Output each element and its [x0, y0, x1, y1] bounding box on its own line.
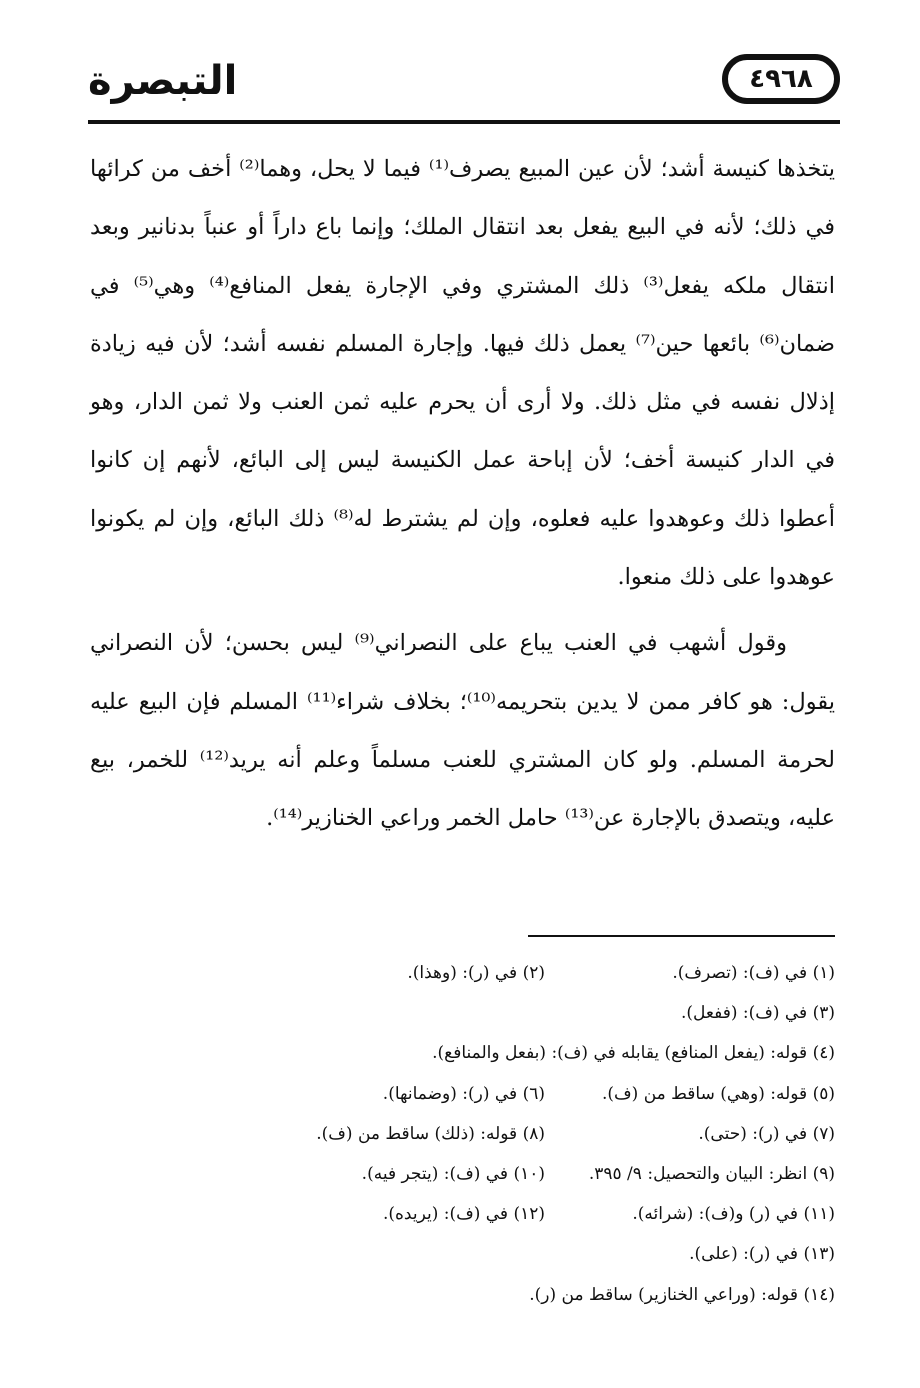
header-rule	[88, 120, 840, 124]
footnote: (٣) في (ف): (ففعل).	[680, 1003, 835, 1024]
footnote: (٦) في (ر): (وضمانها).	[382, 1083, 545, 1104]
footnotes	[250, 953, 835, 1315]
footnote: (٤) قوله: (يفعل المنافع) يقابله في (ف): (بفعل والمنافع).	[432, 1043, 835, 1064]
footnote-row	[250, 1154, 835, 1194]
footnote: (٩) انظر: البيان والتحصيل: ٩/ ٣٩٥.	[588, 1164, 835, 1185]
footnote-separator	[528, 935, 835, 937]
footnote-row	[250, 1033, 835, 1073]
paragraph: وقول أشهب في العنب يباع على النصراني⁽⁹⁾ ليس بحسن؛ لأن النصراني يقول: هو كافر ممن لا يدين بتحريمه⁽¹⁰⁾؛ بخلاف شراء⁽¹¹⁾ المسلم فإن البيع عليه لحرمة المسلم. ولو كان المشتري للعنب مسلماً وعلم أنه يريد⁽¹²⁾ للخمر، بيع عليه، ويتصدق بالإجارة عن⁽¹³⁾ حامل الخمر وراعي الخنازير⁽¹⁴⁾.	[90, 630, 835, 832]
footnote: (١) في (ف): (تصرف).	[672, 963, 835, 983]
page-header	[88, 50, 840, 126]
footnote: (١١) في (ر) و(ف): (شرائه).	[632, 1204, 835, 1225]
footnote-row	[250, 993, 835, 1033]
footnote: (١٢) في (ف): (يريده).	[382, 1204, 545, 1225]
page-number-badge	[722, 54, 840, 104]
footnote-row	[250, 1234, 835, 1274]
paragraph: يتخذها كنيسة أشد؛ لأن عين المبيع يصرف⁽¹⁾ فيما لا يحل، وهما⁽²⁾ أخف من كرائها في ذلك؛ لأنه في البيع يفعل بعد انتقال الملك؛ وإنما باع داراً أو عنباً بدنانير وبعد انتقال ملكه يفعل⁽³⁾ ذلك المشتري وفي الإجارة يفعل المنافع⁽⁴⁾ وهي⁽⁵⁾ في ضمان⁽⁶⁾ بائعها حين⁽⁷⁾ يعمل ذلك فيها. وإجارة المسلم نفسه أشد؛ لأن فيه زيادة إذلال نفسه في مثل ذلك. ولا أرى أن يحرم عليه ثمن العنب ولا ثمن الدار، وهو في الدار كنيسة أخف؛ لأن إباحة عمل الكنيسة ليس إلى البائع، لأنهم إن كانوا أعطوا ذلك وعوهدوا عليه فعلوه، وإن لم يشترط له⁽⁸⁾ ذلك البائع، وإن لم يكونوا عوهدوا على ذلك منعوا.	[90, 156, 836, 591]
book-title: التبصرة	[88, 58, 238, 104]
footnote-row	[250, 1114, 835, 1154]
footnote: (٨) قوله: (ذلك) ساقط من (ف).	[316, 1123, 545, 1144]
footnote-row	[250, 1074, 835, 1114]
footnote: (٢) في (ر): (وهذا).	[407, 963, 545, 983]
page-number: ٤٩٦٨	[749, 64, 813, 94]
footnote: (٧) في (ر): (حتى).	[698, 1123, 835, 1144]
footnote: (١٠) في (ف): (يتجر فيه).	[361, 1164, 545, 1185]
main-text	[90, 140, 835, 848]
footnote-row	[250, 953, 835, 993]
footnote-row	[250, 1194, 835, 1234]
footnote: (٥) قوله: (وهي) ساقط من (ف).	[602, 1083, 835, 1104]
footnote: (١٤) قوله: (وراعي الخنازير) ساقط من (ر).	[529, 1284, 835, 1305]
footnote: (١٣) في (ر): (على).	[689, 1244, 835, 1265]
footnote-row	[250, 1275, 835, 1315]
